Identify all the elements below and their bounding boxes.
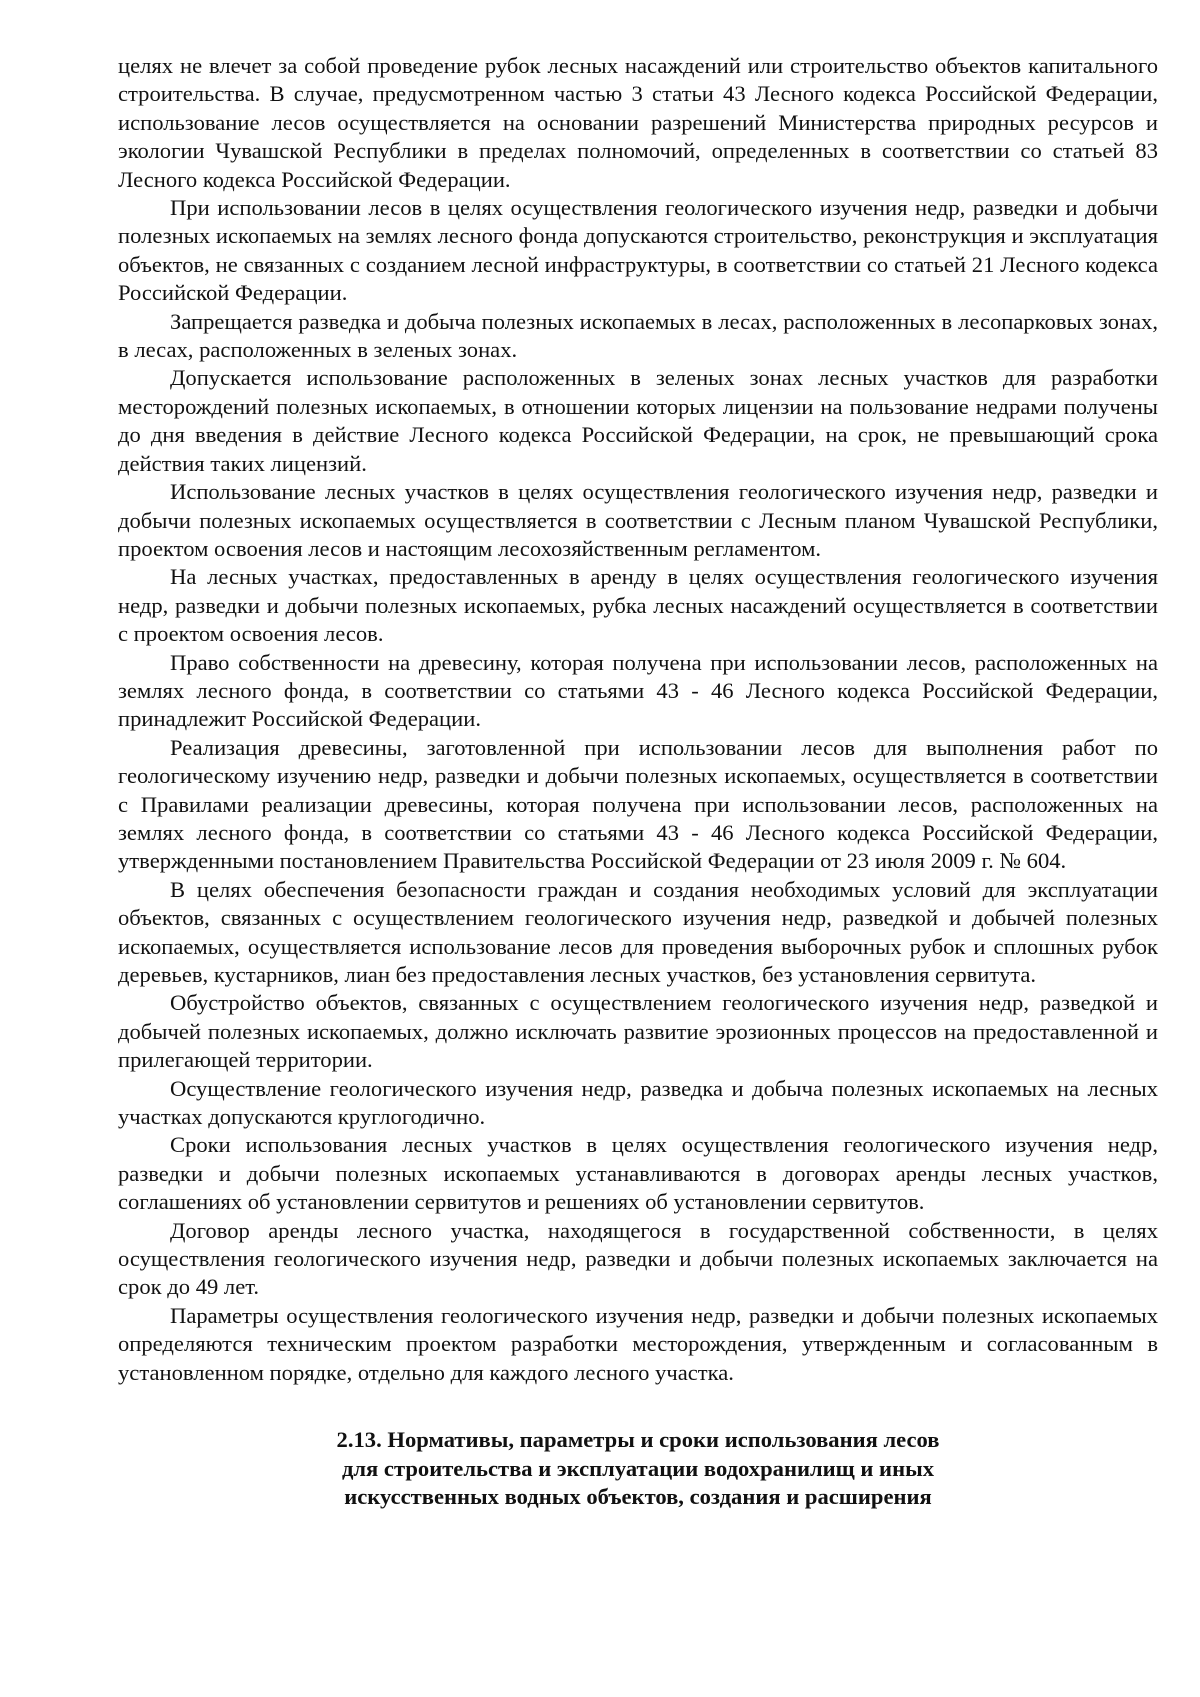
paragraph: Осуществление геологического изучения недр, разведка и добыча полезных ископаемых на лесных участках допускаются круглогодично. (118, 1075, 1158, 1130)
section-heading-line: 2.13. Нормативы, параметры и сроки использования лесов (336, 1427, 940, 1453)
section-heading-line: для строительства и эксплуатации водохранилищ и иных (341, 1455, 935, 1481)
section-heading (118, 1426, 1158, 1511)
paragraph: Допускается использование расположенных в зеленых зонах лесных участков для разработки месторождений полезных ископаемых, в отношении которых лицензии на пользование недрами получены до дня введения в действие Лесного кодекса Российской Федерации, на срок, не превышающий срока действия таких лицензий. (118, 365, 1158, 476)
paragraph: Сроки использования лесных участков в целях осуществления геологического изучения недр, разведки и добычи полезных ископаемых устанавливаются в договорах аренды лесных участков, соглашениях об установлении сервитутов и решениях об установлении сервитутов. (118, 1132, 1158, 1215)
paragraph: Реализация древесины, заготовленной при использовании лесов для выполнения работ по геологическому изучению недр, разведки и добычи полезных ископаемых, осуществляется в соответствии с Правилами реализации древесины, которая получена при использовании лесов, расположенных на землях лесного фонда, в соответствии со статьями 43 - 46 Лесного кодекса Российской Федерации, утвержденными постановлением Правительства Российской Федерации от 23 июля 2009 г. № 604. (118, 734, 1158, 874)
section-heading-line: искусственных водных объектов, создания и расширения (344, 1483, 932, 1509)
paragraph: На лесных участках, предоставленных в аренду в целях осуществления геологического изучения недр, разведки и добычи полезных ископаемых, рубка лесных насаждений осуществляется в соответствии с проектом освоения лесов. (118, 564, 1158, 647)
paragraph: Запрещается разведка и добыча полезных ископаемых в лесах, расположенных в лесопарковых зонах, в лесах, расположенных в зеленых зонах. (118, 308, 1158, 363)
paragraph: При использовании лесов в целях осуществления геологического изучения недр, разведки и добычи полезных ископаемых на землях лесного фонда допускаются строительство, реконструкция и эксплуатация объектов, не связанных с созданием лесной инфраструктуры, в соответствии со статьей 21 Лесного кодекса Российской Федерации. (118, 195, 1158, 306)
paragraph: Использование лесных участков в целях осуществления геологического изучения недр, разведки и добычи полезных ископаемых осуществляется в соответствии с Лесным планом Чувашской Республики, проектом освоения лесов и настоящим лесохозяйственным регламентом. (118, 479, 1158, 561)
paragraph: целях не влечет за собой проведение рубок лесных насаждений или строительство объектов капитального строительства. В случае, предусмотренном частью 3 статьи 43 Лесного кодекса Российской Федерации, использование лесов осуществляется на основании разрешений Министерства природных ресурсов и экологии Чувашской Республики в пределах полномочий, определенных в соответствии со статьей 83 Лесного кодекса Российской Федерации. (118, 53, 1158, 192)
paragraph: Договор аренды лесного участка, находящегося в государственной собственности, в целях осуществления геологического изучения недр, разведки и добычи полезных ископаемых заключается на срок до 49 лет. (118, 1217, 1158, 1300)
paragraph: Обустройство объектов, связанных с осуществлением геологического изучения недр, разведкой и добычей полезных ископаемых, должно исключать развитие эрозионных процессов на предоставленной и прилегающей территории. (118, 990, 1158, 1073)
paragraph: Параметры осуществления геологического изучения недр, разведки и добычи полезных ископаемых определяются техническим проектом разработки месторождения, утвержденным и согласованным в установленном порядке, отдельно для каждого лесного участка. (118, 1302, 1158, 1385)
paragraph: В целях обеспечения безопасности граждан и создания необходимых условий для эксплуатации объектов, связанных с осуществлением геологического изучения недр, разведкой и добычей полезных ископаемых, осуществляется использование лесов для проведения выборочных рубок и сплошных рубок деревьев, кустарников, лиан без предоставления лесных участков, без установления сервитута. (118, 876, 1158, 987)
paragraph: Право собственности на древесину, которая получена при использовании лесов, расположенных на землях лесного фонда, в соответствии со статьями 43 - 46 Лесного кодекса Российской Федерации, принадлежит Российской Федерации. (118, 649, 1158, 732)
document-page (118, 52, 1158, 1511)
